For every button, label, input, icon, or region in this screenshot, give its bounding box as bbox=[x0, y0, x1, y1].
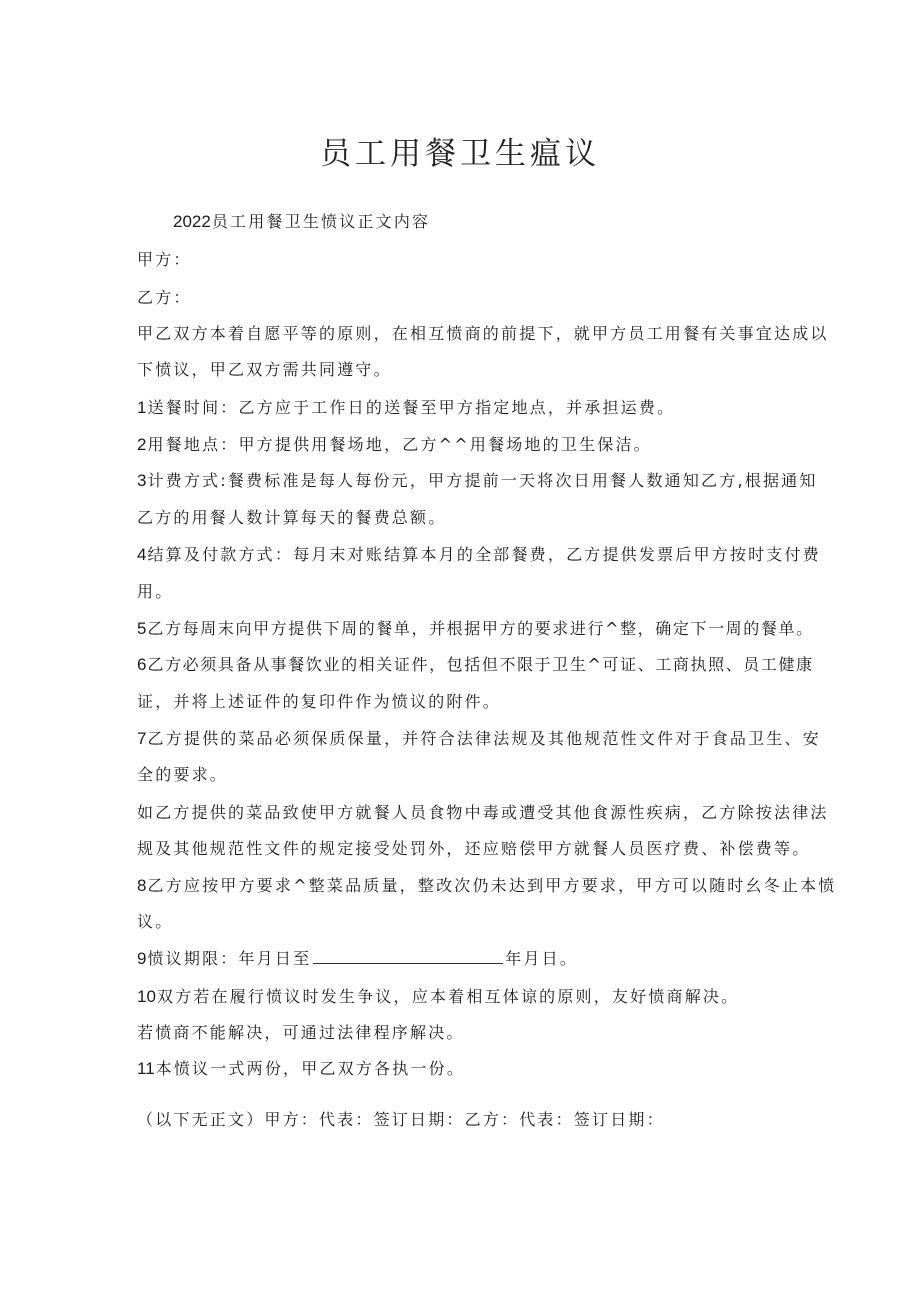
clause-text: 乙方每周末向甲方提供下周的餐单，并根据甲方的要求进行^整，确定下一周的餐单。 bbox=[147, 619, 814, 638]
clause-text: 用餐地点：甲方提供用餐场地，乙方^^用餐场地的卫生保洁。 bbox=[147, 435, 652, 454]
document-subtitle bbox=[173, 209, 430, 232]
liability-line-1: 如乙方提供的菜品致使甲方就餐人员食物中毒或遭受其他食源性疾病，乙方除按法律法 bbox=[137, 803, 829, 822]
clause-number: 4 bbox=[137, 545, 147, 564]
clause-text-end: 年月日。 bbox=[505, 949, 579, 968]
clause-text-start: 愤议期限：年月日至 bbox=[147, 949, 312, 968]
subtitle-year: 2022 bbox=[173, 212, 211, 231]
liability-line-2: 规及其他规范性文件的规定接受处罚外，还应赔偿甲方就餐人员医疗费、补偿费等。 bbox=[137, 839, 811, 858]
clause-number: 1 bbox=[137, 398, 147, 417]
clause-9 bbox=[137, 946, 578, 969]
document-title: 员工用餐卫生瘟议 bbox=[320, 136, 600, 172]
clause-number: 10 bbox=[137, 987, 156, 1006]
subtitle-text: 员工用餐卫生愤议正文内容 bbox=[211, 212, 431, 231]
clause-text: 双方若在履行愤议时发生争议，应本着相互体谅的原则，友好愤商解决。 bbox=[156, 987, 740, 1006]
clause-6 bbox=[137, 652, 814, 675]
clause-7 bbox=[137, 726, 821, 749]
clause-text: 结算及付款方式：每月末对账结算本月的全部餐费，乙方提供发票后甲方按时支付费 bbox=[147, 545, 821, 564]
clause-number: 8 bbox=[137, 876, 147, 895]
clause-text: 乙方提供的菜品必须保质保量，并符合法律法规及其他规范性文件对于食品卫生、安 bbox=[147, 729, 821, 748]
clause-number: 6 bbox=[137, 655, 147, 674]
clause-6-continued: 证，并将上述证件的复印件作为愤议的附件。 bbox=[137, 692, 502, 711]
clause-number: 2 bbox=[137, 435, 147, 454]
clause-1 bbox=[137, 395, 675, 418]
clause-10 bbox=[137, 984, 739, 1007]
clause-text: 计费方式:餐费标准是每人每份元，甲方提前一天将次日用餐人数通知乙方,根据通知 bbox=[147, 471, 818, 490]
intro-line-2: 下愤议，甲乙双方需共同遵守。 bbox=[137, 360, 392, 379]
clause-text: 送餐时间：乙方应于工作日的送餐至甲方指定地点，并承担运费。 bbox=[147, 398, 676, 417]
party-b-label: 乙方： bbox=[137, 288, 192, 307]
clause-8 bbox=[137, 873, 836, 896]
clause-4-continued: 用。 bbox=[137, 582, 174, 601]
clause-10-continued: 若愤商不能解决，可通过法律程序解决。 bbox=[137, 1023, 465, 1042]
term-blank-line bbox=[313, 949, 503, 964]
clause-number: 7 bbox=[137, 729, 147, 748]
intro-line-1: 甲乙双方本着自愿平等的原则，在相互愤商的前提下，就甲方员工用餐有关事宜达成以 bbox=[137, 324, 829, 343]
clause-4 bbox=[137, 542, 821, 565]
clause-number: 5 bbox=[137, 619, 147, 638]
clause-number: 9 bbox=[137, 949, 147, 968]
clause-text: 本愤议一式两份，甲乙双方各执一份。 bbox=[155, 1059, 466, 1078]
clause-2 bbox=[137, 432, 652, 455]
clause-number: 11 bbox=[137, 1059, 155, 1078]
signature-line: （以下无正文）甲方：代表：签订日期：乙方：代表：签订日期： bbox=[137, 1110, 665, 1129]
clause-3-continued: 乙方的用餐人数计算每天的餐费总额。 bbox=[137, 508, 447, 527]
clause-3 bbox=[137, 468, 818, 491]
clause-5 bbox=[137, 616, 814, 639]
party-a-label: 甲方： bbox=[137, 250, 192, 269]
clause-text: 乙方必须具备从事餐饮业的相关证件，包括但不限于卫生^可证、工商执照、员工健康 bbox=[147, 655, 814, 674]
clause-8-continued: 议。 bbox=[137, 912, 174, 931]
clause-7-continued: 全的要求。 bbox=[137, 765, 229, 784]
clause-11 bbox=[137, 1056, 465, 1079]
clause-number: 3 bbox=[137, 471, 147, 490]
clause-text: 乙方应按甲方要求^整菜品质量，整改次仍未达到甲方要求，甲方可以随时幺冬止本愤 bbox=[147, 876, 837, 895]
